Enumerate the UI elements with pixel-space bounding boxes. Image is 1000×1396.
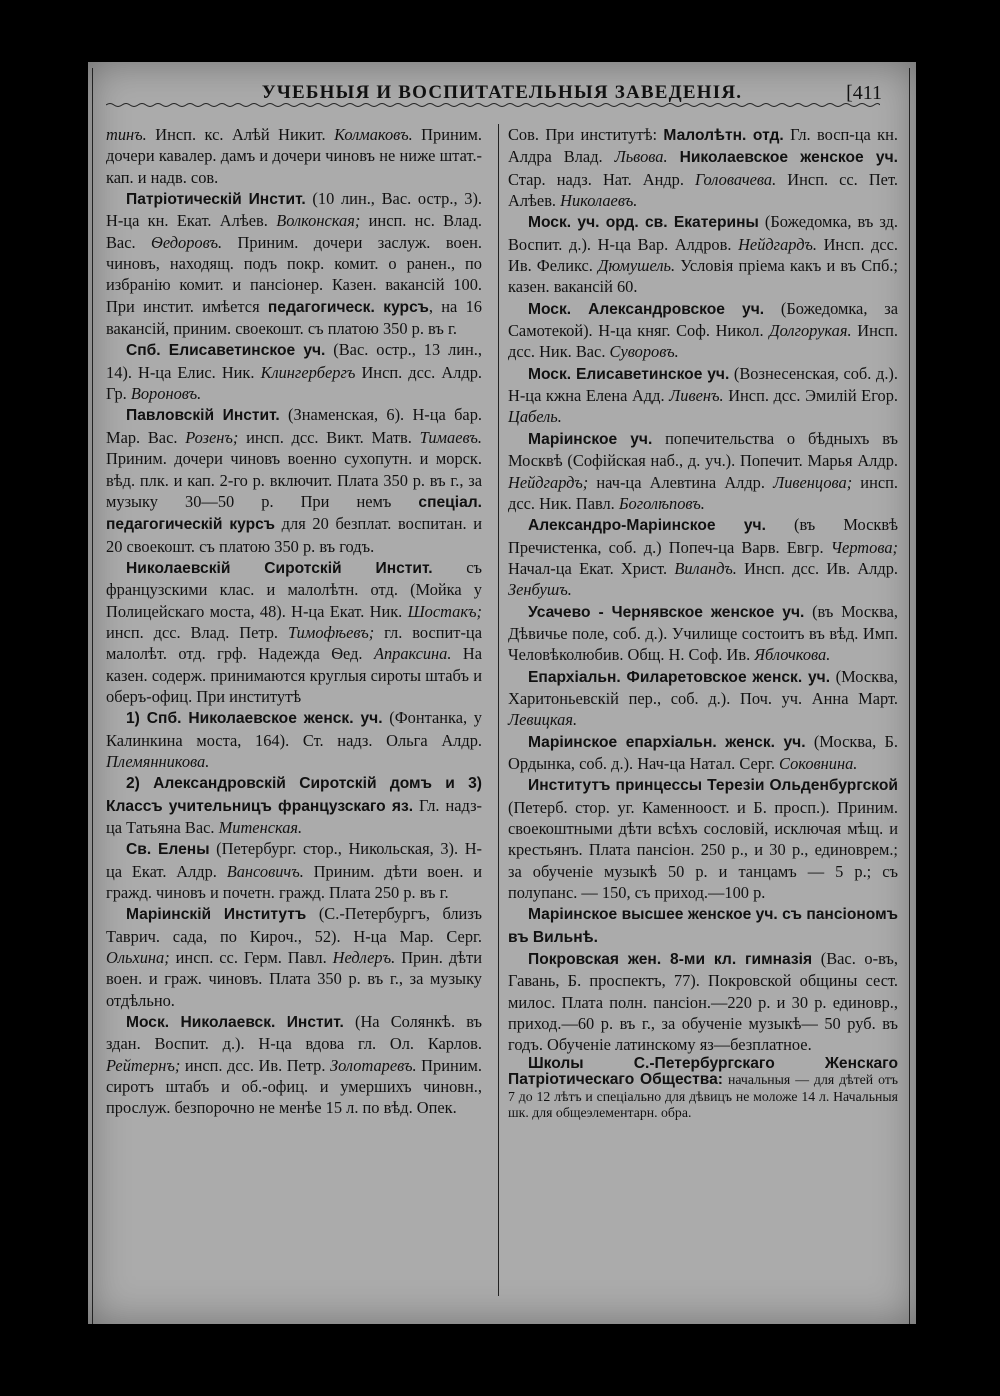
institution-name: спецiал. педагогическiй курсъ [106, 493, 482, 534]
institution-name: Марiинское высшее женское уч. съ пансiономъ въ Вильнѣ. [508, 906, 898, 946]
person-surname: Цабель. [508, 407, 562, 427]
institution-name: Моск. уч. орд. св. Екатерины [528, 214, 759, 232]
person-surname: Яблочкова. [754, 645, 831, 665]
person-surname: Розенъ; [185, 427, 239, 447]
entry-text: инсп. дсс. Викт. Матв. [238, 427, 420, 447]
institution-name: 2) Александровскiй Сиротскiй домъ и 3) Классъ учительницъ французскаго яз. [106, 775, 482, 815]
person-surname: Тимаевъ. [419, 427, 482, 447]
institution-name: Институтъ принцессы Терезiи Ольденбургской [528, 777, 898, 795]
entry-text: съ французскими клас. и малолѣтн. отд. (Мойка у Полицейскаго моста, 48). Н-ца Екат. Ник. [106, 557, 482, 621]
directory-entry [508, 363, 898, 428]
institution-name: Епархiальн. Филаретовское женск. уч. [528, 668, 831, 686]
directory-entry [508, 298, 898, 363]
entry-text: (Москва, Б. Ордынка, соб. д.). Нач-ца Натал. Серг. [508, 731, 898, 773]
entry-text: , на 16 вакансiй, приним. своекошт. съ платою 350 р. въ г. [106, 296, 482, 339]
person-surname: Вороновъ. [130, 384, 202, 404]
entry-text: Условiя прiема какъ и въ Спб.; казен. вакансiй 60. [508, 256, 898, 297]
directory-entry [508, 774, 898, 903]
institution-name: Александро-Марiинское уч. [528, 517, 766, 535]
directory-entry [508, 124, 898, 211]
directory-entry [508, 1056, 898, 1122]
person-surname: Рейтернъ; [106, 1055, 181, 1075]
entry-text: Инсп. сс. Пет. Алѣев. [508, 169, 898, 211]
person-surname: Ольхина; [106, 948, 170, 968]
entry-text: (Знаменская, 6). Н-ца бар. Мар. Вас. [106, 405, 482, 447]
institution-name: Школы С.-Петербургскаго Женскаго Патрiотическаго Общества: [508, 1054, 898, 1089]
person-surname: Племянникова. [106, 751, 210, 771]
entry-text: (Вознесенская, соб. д.). Н-ца кжна Елена Адд. [508, 363, 898, 406]
person-surname: Шостакъ; [407, 601, 482, 621]
entry-text [668, 147, 680, 166]
entry-text: Стар. надз. Нат. Андр. [508, 169, 696, 189]
person-surname: Митенская. [218, 818, 303, 837]
directory-entry [106, 124, 482, 188]
person-surname: Дюмушель. [598, 256, 676, 276]
entry-text: (С.-Петербургъ, близъ Таврич. сада, по Кироч., 52). Н-ца Мар. Серг. [106, 904, 483, 946]
person-surname: Вансовичъ. [226, 861, 304, 881]
page-number: [411 [846, 82, 882, 104]
entry-text: Прин. дѣти воен. и граж. чиновъ. Плата 350 р. въ г., за музыку отдѣльно. [106, 948, 482, 1010]
institution-name: Марiинское уч. [528, 430, 653, 448]
entry-text: Приним. дочери заслуж. воен. чиновъ, находящ. подъ покр. комит. о ранен., по избранiю комит. и пансiонер. Казен. вакансiй 100. При инстит. имѣется [106, 232, 482, 316]
person-surname: Нейдгардъ. [738, 234, 817, 254]
entry-text: (въ Москва, Дѣвичье поле, соб. д.). Училище состоитъ въ вѣд. Имп. Человѣколюбив. Общ. Н. Соф. Ив. [508, 601, 898, 665]
institution-name: Св. Елены [126, 841, 210, 859]
institution-name: Марiинскiй Институтъ [126, 906, 307, 924]
person-surname: Зенбушъ. [508, 580, 572, 600]
entry-text: Инсп. дсс. Ник. Вас. [508, 321, 898, 362]
directory-entry [106, 838, 482, 903]
institution-name: Николаевское женское уч. [679, 149, 898, 167]
institution-name: Малолѣтн. отд. [663, 127, 784, 144]
person-surname: Головачева. [695, 169, 777, 189]
person-surname: Золотаревъ. [330, 1055, 417, 1075]
entry-text: (Фонтанка, у Калинкина моста, 164). Ст. надз. Ольга Алдр. [106, 708, 483, 750]
person-surname: Апраксина. [373, 644, 452, 664]
entry-text: (Вас. о-въ, Гавань, Б. проспектъ, 77). Покровской общины сест. милос. Плата полн. пансiон.—220 р. и 30 р. единовр., приход.—60 р. въ г., за обученiе музыкѣ— 50 руб. въ годъ. Обученiе латинскому яз—безплатное. [508, 949, 898, 1055]
person-surname: Николаевъ. [560, 191, 638, 211]
left-column [106, 124, 482, 1119]
entry-text: Приним. сиротъ штабъ и об.-офиц. и умершихъ чиновн., прослуж. безпорочно не менѣе 15 л. по вѣд. Опек. [106, 1055, 482, 1118]
person-surname: Недлеръ. [332, 948, 396, 968]
institution-name: Марiинское епархiальн. женск. уч. [528, 733, 806, 751]
entry-text: Приним. дочери чиновъ военно сухопутн. и морск. вѣд. плк. и кап. 2-го р. включит. Плата 350 р. въ г., за музыку 30—50 р. При немъ [106, 449, 482, 511]
entry-text: Приним. дочери кавалер. дамъ и дочери чиновъ не ниже штат.-кап. и надв. сов. [106, 125, 482, 187]
person-surname: Ливенъ. [669, 386, 724, 406]
institution-name: 1) Спб. Николаевское женск. уч. [126, 710, 383, 728]
directory-entry [508, 211, 898, 297]
entry-text: (Божедомка, за Самотекой). Н-ца княг. Соф. Никол. [508, 298, 898, 341]
institution-name: Моск. Елисаветинское уч. [528, 365, 730, 383]
entry-text: (10 лин., Вас. остр., 3). Н-ца кн. Екат. Алѣев. [106, 189, 482, 231]
entry-text: (Москва, Харитоньевскiй пер., соб. д.). Поч. уч. Анна Март. [508, 666, 898, 708]
institution-name: педагогическ. курсъ [267, 298, 429, 316]
entry-text: Инсп. кс. Алѣй Никит. [146, 125, 335, 144]
entry-text: попечительства о бѣдныхъ въ Москвѣ (Софiйская наб., д. уч.). Попечит. Марья Алдр. [508, 428, 898, 471]
institution-name: Патрiотическiй Инстит. [126, 191, 306, 209]
directory-entry [508, 731, 898, 775]
directory-entry [106, 404, 482, 556]
directory-entry [106, 772, 482, 838]
book-page [88, 62, 916, 1324]
person-surname: Волконская; [276, 211, 361, 231]
directory-entry [508, 514, 898, 600]
directory-entry [106, 339, 482, 404]
entry-text: (Петерб. стор. уг. Каменноост. и Б. просп.). Приним. своекоштными дѣти всѣхъ сословiй, исключая мѣщ. и крестьянъ. Плата пансiон. 250 р., и 30 р., единоврем.; за обученiе музыкѣ 50 р. и танцамъ — 5 р.; съ полупанс. — 150, съ приход.—100 р. [508, 797, 898, 903]
entry-text: На казен. содерж. принимаются круглыя сироты штабъ и оберъ-офиц. При институтѣ [106, 644, 482, 706]
column-divider [498, 124, 499, 1296]
directory-entry [508, 666, 898, 731]
person-surname: Боголѣповъ. [618, 493, 705, 513]
person-surname: Виландъ. [674, 558, 737, 578]
institution-name: Спб. Елисаветинское уч. [126, 342, 326, 360]
person-surname: Колмаковъ. [334, 125, 413, 144]
directory-entry [508, 948, 898, 1056]
institution-name: Николаевскiй Сиротскiй Инстит. [126, 559, 433, 577]
running-title: УЧЕБНЫЯ И ВОСПИТАТЕЛЬНЫЯ ЗАВЕДЕНIЯ. [261, 82, 743, 103]
entry-text: инсп. сс. Герм. Павл. [169, 948, 333, 968]
entry-text: начальныя — для дѣтей отъ 7 до 12 лѣтъ и спецiально для дѣвицъ не моложе 14 л. Начальныя шк. для общеэлементарн. обра. [508, 1072, 898, 1121]
person-surname: Ѳедоровъ. [151, 232, 223, 252]
person-surname: Клингербергъ [260, 362, 356, 382]
directory-entry [106, 903, 482, 1011]
entry-text: для 20 безплат. воспитан. и 20 своекошт. съ платою 350 р. въ годъ. [106, 514, 483, 556]
directory-entry [106, 188, 482, 339]
person-surname: Чертова; [830, 537, 898, 557]
entry-text: (Петербург. стор., Никольская, 3). Н-ца Екат. Алдр. [106, 839, 482, 881]
entry-text: инсп. дсс. Ив. Петр. [180, 1055, 330, 1075]
entry-text: инсп. дсс. Влад. Петр. [106, 622, 288, 642]
decorative-wavy-rule [106, 102, 880, 108]
person-surname: Тимофѣевъ; [287, 622, 375, 642]
person-surname: Суворовъ. [609, 342, 679, 362]
directory-entry [508, 428, 898, 514]
entry-text: гл. воспит-ца малолѣт. отд. грф. Надежда Ѳед. [106, 622, 482, 664]
directory-entry [106, 707, 482, 772]
institution-name: Моск. Александровское уч. [528, 300, 765, 318]
entry-text: Инсп. дсс. Эмилiй Егор. [723, 386, 898, 406]
entry-text: Инсп. дсс. Ив. Феликс. [508, 234, 898, 276]
institution-name: Покровская жен. 8-ми кл. гимназiя [528, 951, 813, 969]
directory-entry [106, 557, 482, 707]
person-surname: Ливенцова; [773, 472, 853, 492]
person-surname: Нейдгардъ; [508, 472, 589, 492]
institution-name: Усачево - Чернявское женское уч. [528, 603, 805, 621]
institution-name: Павловскiй Инстит. [126, 407, 280, 425]
entry-text: Инсп. дсс. Алдр. Гр. [106, 362, 482, 404]
entry-text: Гл. восп-ца кн. Алдра Влад. [508, 125, 898, 167]
entry-text: (Вас. остр., 13 лин., 14). Н-ца Елис. Ник. [106, 340, 482, 382]
entry-text: (въ Москвѣ Пречистенка, соб. д.) Попеч-ца Варв. Евгр. [508, 515, 899, 557]
entry-text: Приним. дѣти воен. и гражд. чиновъ и почетн. гражд. Плата 250 р. въ г. [106, 861, 482, 903]
entry-text: (Божедомка, въ зд. Воспит. д.). Н-ца Вар. Алдров. [508, 212, 898, 254]
directory-entry [508, 903, 898, 948]
entry-text: нач-ца Алевтина Алдр. [588, 472, 774, 492]
right-column [508, 124, 898, 1122]
institution-name: Моск. Николаевск. Инстит. [126, 1014, 344, 1032]
entry-text: Сов. При институтѣ: [508, 125, 664, 144]
directory-entry [508, 601, 898, 666]
person-surname: Львова. [614, 147, 668, 167]
entry-text: Инсп. дсс. Ив. Алдр. [736, 558, 898, 578]
entry-text: Гл. надз-ца Татьяна Вас. [106, 795, 483, 837]
entry-text: инсп. нс. Влад. Вас. [106, 211, 482, 252]
entry-text: Начал-ца Екат. Христ. [508, 558, 675, 578]
person-surname: Долгорукая. [769, 321, 852, 341]
directory-entry [106, 1011, 482, 1119]
entry-text: инсп. дсс. Ник. Павл. [508, 472, 898, 513]
person-surname: Левицкая. [508, 710, 578, 730]
entry-text: (На Солянкѣ. въ здан. Воспит. д.). Н-ца вдова гл. Ол. Карлов. [106, 1012, 483, 1054]
person-surname: тинъ. [106, 125, 147, 144]
person-surname: Соковнина. [779, 753, 858, 773]
